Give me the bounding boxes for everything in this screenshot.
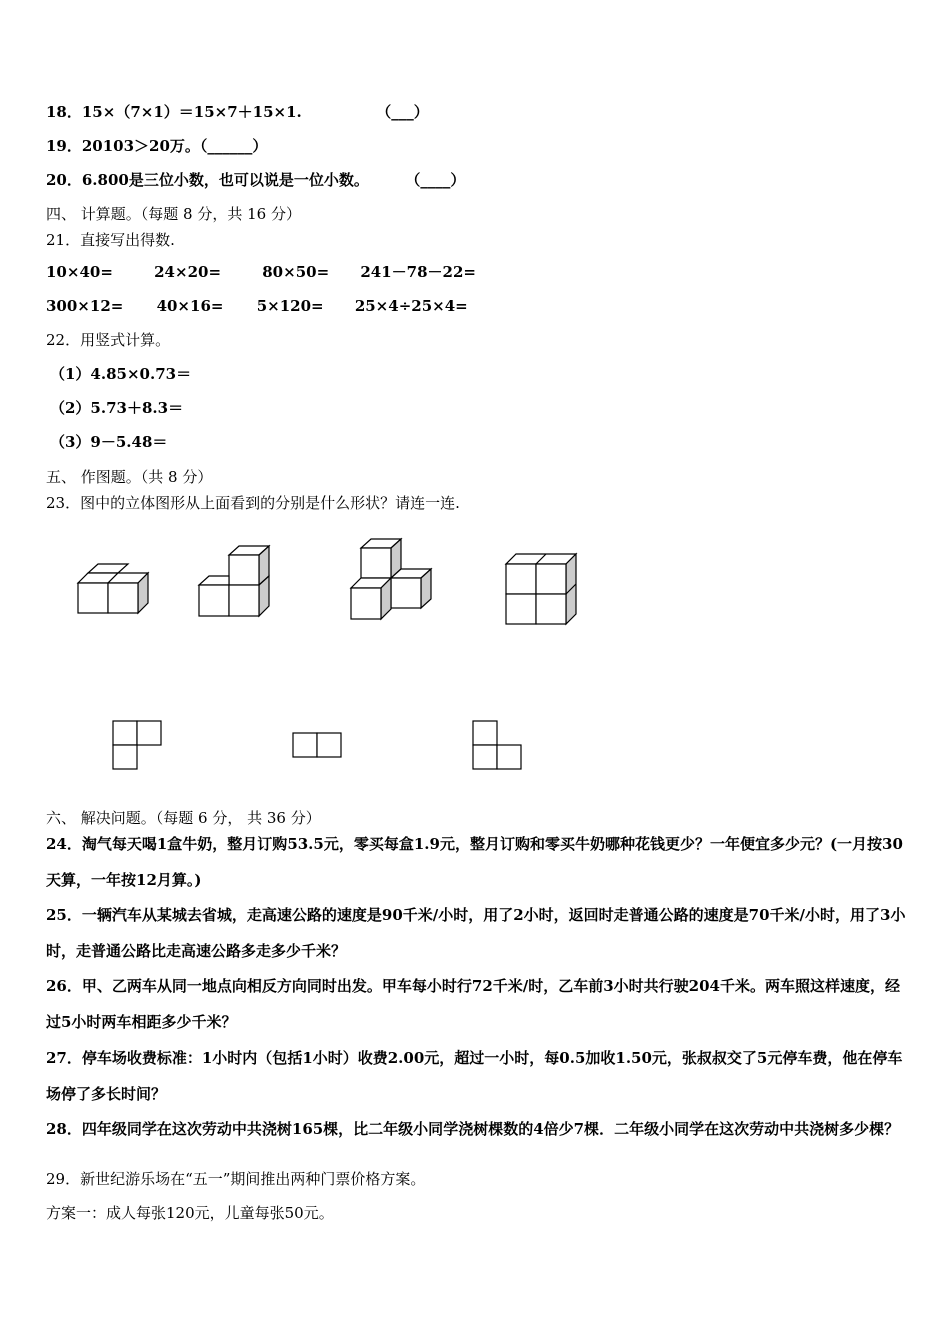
cube-figures-area xyxy=(0,520,950,790)
question-22-item-3: （3）9－5.48＝ xyxy=(50,433,168,451)
solid-figure-1 xyxy=(78,564,148,613)
question-28: 28．四年级同学在这次劳动中共浇树165棵，比二年级小同学浇树棵数的4倍少7棵．二年级小同学在这次劳动中共浇树多少棵？ xyxy=(46,1120,900,1138)
calc-item: 300×12= xyxy=(46,297,124,315)
question-21-row-1 xyxy=(46,262,476,282)
calc-item: 24×20= xyxy=(154,263,222,281)
calc-item: 5×120= xyxy=(256,297,324,315)
question-19 xyxy=(46,136,267,156)
question-27: 27．停车场收费标准：1小时内（包括1小时）收费2.00元，超过一小时，每0.5加收1.50元，张叔叔交了5元停车费，他在停车场停了多长时间？ xyxy=(46,1049,903,1103)
question-24: 24．淘气每天喝1盒牛奶，整月订购53.5元，零买每盒1.9元，整月订购和零买牛奶哪种花钱更少？一年便宜多少元？(一月按30天算，一年按12月算。) xyxy=(46,835,903,889)
question-22-title: 22．用竖式计算。 xyxy=(46,331,171,349)
question-21-title: 21．直接写出得数. xyxy=(46,231,175,249)
section-4-title: 四、 计算题。（每题 8 分，共 16 分） xyxy=(46,205,301,223)
question-29-plan-1: 方案一：成人每张120元，儿童每张50元。 xyxy=(46,1204,334,1222)
question-18 xyxy=(46,102,429,122)
question-22-item-2: （2）5.73＋8.3＝ xyxy=(50,399,184,417)
question-22-item-1: （1）4.85×0.73＝ xyxy=(50,365,192,383)
question-18-text: 18．15×（7×1）＝15×7＋15×1. xyxy=(46,103,302,121)
section-5-title: 五、 作图题。（共 8 分） xyxy=(46,468,213,486)
top-view-3 xyxy=(473,721,521,769)
calc-item: 10×40= xyxy=(46,263,113,281)
solid-figure-3 xyxy=(351,539,431,619)
question-25: 25．一辆汽车从某城去省城，走高速公路的速度是90千米/小时，用了2小时，返回时走普通公路的速度是70千米/小时，用了3小时，走普通公路比走高速公路多走多少千米？ xyxy=(46,906,906,960)
top-view-1 xyxy=(113,721,161,769)
calc-item: 80×50= xyxy=(262,263,330,281)
question-20-text: 20．6.800是三位小数，也可以说是一位小数。 xyxy=(46,171,369,189)
solid-figure-2 xyxy=(199,546,269,616)
top-view-2 xyxy=(293,733,341,757)
question-21-row-2 xyxy=(46,296,468,316)
question-19-text: 19．20103＞20万。（______） xyxy=(46,137,268,155)
section-6-title: 六、 解决问题。（每题 6 分， 共 36 分） xyxy=(46,809,321,827)
calc-item: 25×4÷25×4= xyxy=(354,297,468,315)
question-29: 29．新世纪游乐场在“五一”期间推出两种门票价格方案。 xyxy=(46,1170,426,1188)
calc-item: 241－78－22= xyxy=(360,263,477,281)
question-20 xyxy=(46,170,465,190)
question-18-blank: （___） xyxy=(376,103,429,121)
solid-figure-4 xyxy=(506,554,576,624)
question-26: 26．甲、乙两车从同一地点向相反方向同时出发。甲车每小时行72千米/时，乙车前3小时共行驶204千米。两车照这样速度，经过5小时两车相距多少千米？ xyxy=(46,977,900,1031)
calc-item: 40×16= xyxy=(156,297,224,315)
question-20-blank: （____） xyxy=(405,171,466,189)
question-23-title: 23．图中的立体图形从上面看到的分别是什么形状？请连一连. xyxy=(46,494,460,512)
cube-figures xyxy=(0,520,950,790)
